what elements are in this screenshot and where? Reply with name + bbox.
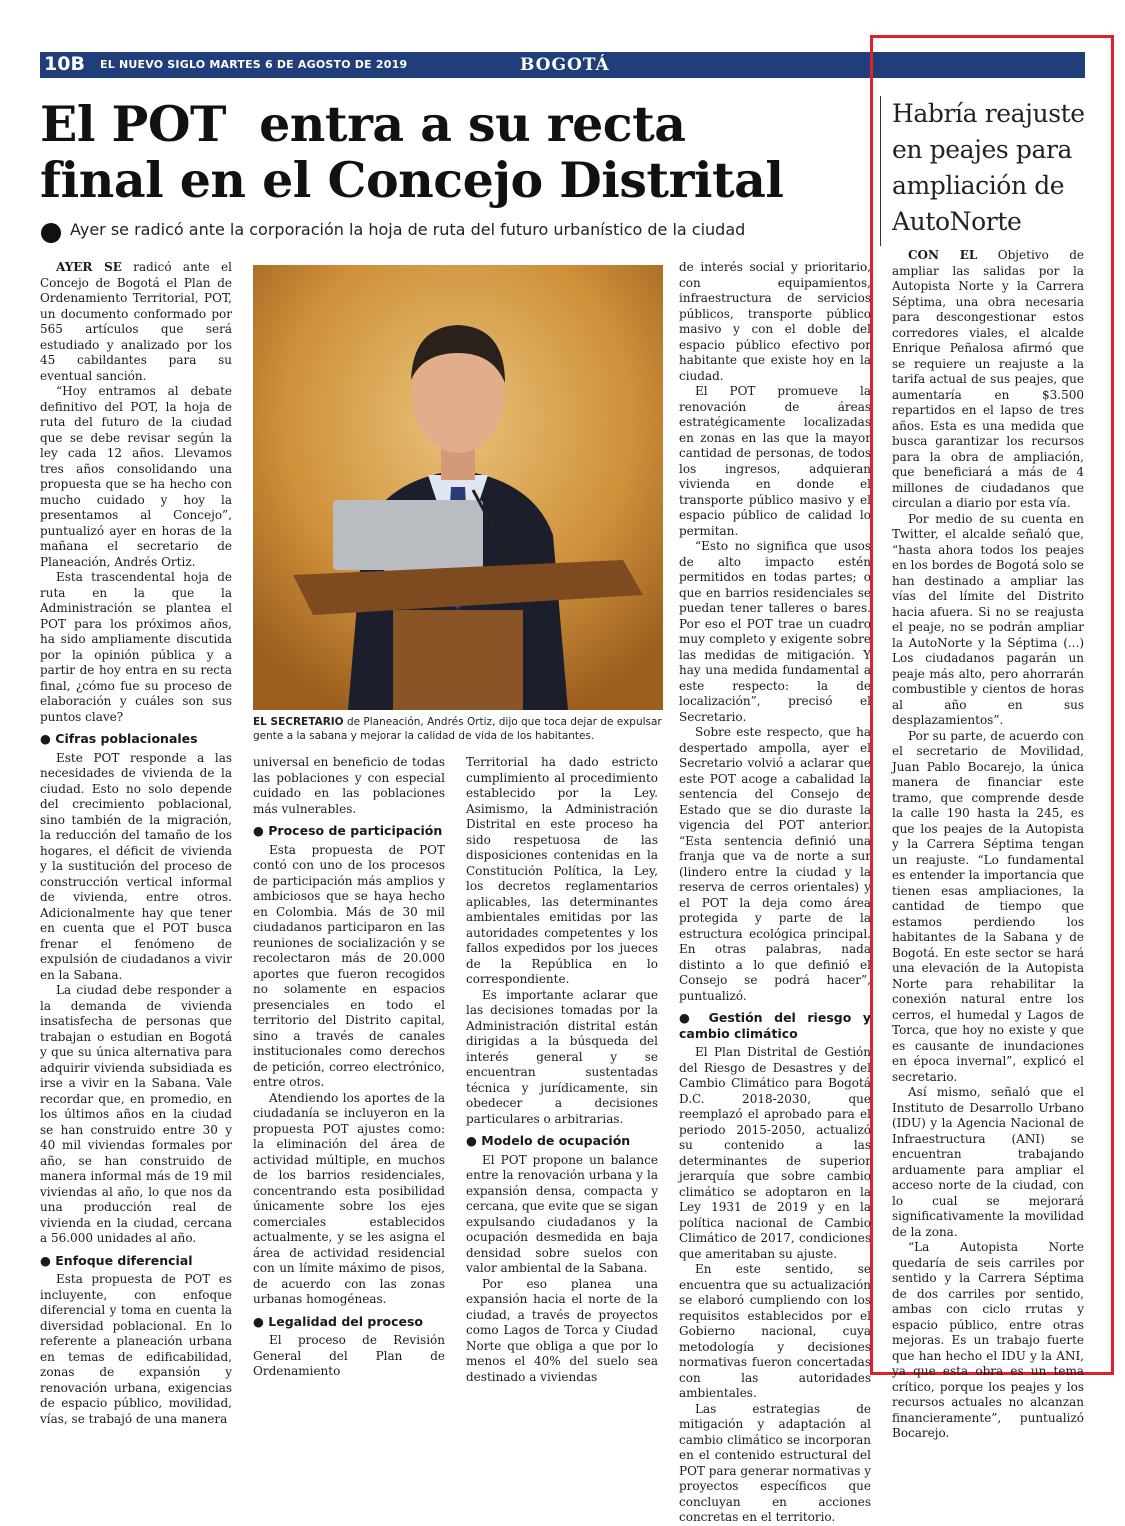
paragraph: Sobre este respecto, que ha despertado ampolla, ayer el Secretario volvió a aclarar que este POT acoge a cabalidad la sentencia del Consejo de Estado que se dio duraste la vigencia del POT anterior. “Esta sentencia definió una franja que va de norte a sur (lindero entre la ciudad y la reserva de cerros orientales) y el POT la deja como área protegida y parte de la estructura ecológica principal. En otras palabras, nada distinto a lo que definió el Consejo se podrá hacer”, puntualizó. [679,725,871,1003]
paragraph: El POT promueve la renovación de áreas estratégicamente localizadas en zonas en las que la mayor cantidad de personas, de todos los ingresos, adquieran vivienda en donde el transporte público masivo y el espacio público de calidad lo permitan. [679,384,871,538]
paragraph: Por eso planea una expansión hacia el norte de la ciudad, a través de proyectos como Lagos de Torca y Ciudad Norte que obliga a que por lo menos el 40% del suelo sea destinado a viviendas [466,1276,658,1384]
paragraph [40,260,232,384]
article-column-3 [466,755,658,1385]
paragraph: “Esto no significa que usos de alto impacto estén permitidos en todas partes; o que en barrios residenciales se puedan tener talleres o bares. Por eso el POT trae un cuadro muy completo y exigente sobre las medidas de mitigación. Y hay una medida fundamental a este respecto: la de localización”, precisó el Secretario. [679,539,871,724]
article-column-4 [679,260,871,1526]
paragraph-text: Objetivo de ampliar las salidas por la Autopista Norte y la Carrera Séptima, una obra necesaria para descongestionar estos corredores viales, el alcalde Enrique Peñalosa afirmó que se requiere un reajuste a la tarifa actual de sus peajes, que aumentaría en $3.500 repartidos en el lapso de tres años. Esta es una medida que busca garantizar los recursos para la obra de ampliación, que beneficiará a más de 4 millones de ciudadanos que circulan a diario por esta vía. [892,248,1085,510]
sidebar-title: Habría reajuste en peajes para ampliación de AutoNorte [892,99,1085,236]
headline-line-1: El POT entra a su recta [40,95,686,153]
article-column-2 [253,755,445,1380]
paragraph: Esta propuesta de POT es incluyente, con enfoque diferencial y toma en cuenta la diversidad poblacional. En lo referente a planeación urbana en temas de edificabilidad, zonas de expansión y renovación urbana, exigencias de espacio público, movilidad, vías, se trabajó de una manera [40,1272,232,1426]
paragraph: Atendiendo los aportes de la ciudadanía se incluyeron en la propuesta POT ajustes como: la eliminación del área de actividad múltiple, en muchos de los barrios residenciales, concentrando esta posibilidad únicamente sobre los ejes comerciales establecidos actualmente, y se les asigna el área de actividad residencial con un límite máximo de pisos, de acuerdo con las zonas urbanas homogéneas. [253,1090,445,1306]
article-column-1 [40,260,232,1427]
bullet-icon [41,223,61,243]
paragraph: Las estrategias de mitigación y adaptación al cambio climático se incorporan en el contenido estructural del POT para generar normativas y proyectos específicos que concluyan en acciones concretas en el territorio. [679,1401,871,1524]
paragraph: “La Autopista Norte quedaría de seis carriles por sentido y la Carrera Séptima de dos carriles por sentido, ambas con ciclo rrutas y espacio público, entre otras mejoras. Es un trabajo fuerte que han hecho el IDU y la ANI, ya que esta obra es un tema crítico, porque los peajes y los recursos actuales no alcanzan financieramente”, puntualizó Bocarejo. [892,1240,1084,1440]
paragraph: En este sentido, se encuentra que su actualización se elaboró cumpliendo con los requisitos establecidos por el Gobierno nacional, cuya metodología y decisiones normativas fueron concertadas con las autoridades ambientales. [679,1262,871,1400]
paragraph: El Plan Distrital de Gestión del Riesgo de Desastres y del Cambio Climático para Bogotá D.C. 2018-2030, que reemplazó el aprobado para el periodo 2015-2050, actualizó su contenido a las determinantes de superior jerarquía que sobre cambio climático se adoptaron en la Ley 1931 de 2019 y en la política nacional de Cambio Climático de 2017, condiciones que ameritaban su ajuste. [679,1045,871,1261]
section-heading: ● Proceso de participación [253,823,443,838]
section-heading: ● Cifras poblacionales [40,731,198,746]
paragraph: “Hoy entramos al debate definitivo del POT, la hoja de ruta del futuro de la ciudad que se debe revisar según la ley cada 12 años. Llevamos tres años consolidando una propuesta que se ha hecho con mucho cuidado y hoy la presentamos al Concejo”, puntualizó ayer en horas de la mañana el secretario de Planeación, Andrés Ortiz. [40,384,232,569]
paragraph: La ciudad debe responder a la demanda de vivienda insatisfecha de personas que trabajan o estudian en Bogotá y que su única alternativa para adquirir vivienda subsidiada es irse a vivir en la Sabana. Vale recordar que, en promedio, en los últimos años en la ciudad se han construido entre 30 y 40 mil viviendas formales por año, se han construido de manera informal más de 19 mil viviendas al año, lo que nos da una producción real de vivienda en la ciudad, cercana a 56.000 unidades al año. [40,983,232,1245]
paragraph: Por medio de su cuenta en Twitter, el alcalde señaló que, “hasta ahora todos los peajes en los bordes de Bogotá solo se han destinado a ampliar las vías del límite del Distrito hacia afuera. Si no se reajusta el peaje, no se podrán ampliar la AutoNorte y la Séptima (...) Los ciudadanos pagarán un peaje más alto, pero ahorrarán combustible y cientos de horas al año en sus desplazamientos”. [892,511,1084,727]
paragraph: de interés social y prioritario, con equipamientos, infraestructura de servicios públicos, transporte público masivo y con el doble del espacio público efectivo por habitante que existe hoy en la ciudad. [679,260,871,383]
lead-in: AYER SE [56,260,122,274]
section-heading: ● Legalidad del proceso [253,1313,424,1329]
paragraph: Esta trascendental hoja de ruta en la que la Administración se plantea el POT para los próximos años, ha sido ampliamente discutida por la opinión pública y a partir de hoy entra en su recta final, ¿cómo fue su proceso de elaboración y cuáles son sus puntos clave? [40,570,232,724]
paragraph-text: radicó ante el Concejo de Bogotá el Plan de Ordenamiento Territorial, POT, un documento conformado por 565 artículos que será estudiado y analizado por los 45 cabildantes para su eventual sanción. [40,260,232,383]
section-heading: ● Enfoque diferencial [40,1252,193,1268]
paragraph: Esta propuesta de POT contó con uno de los procesos de participación más amplios y ambiciosos que se haya hecho en Colombia. Más de 30 mil ciudadanos participaron en las reuniones de socialización y se recolectaron más de 20.000 aportes que fueron recogidos no solamente en espacios presenciales en todo el territorio del Distrito capital, sino a través de canales institucionales como derechos de petición, correo electrónico, entre otros. [253,842,445,1089]
sidebar-rule [880,96,881,246]
paragraph [892,248,1084,512]
photo-caption [253,715,663,743]
photo-secretary [253,265,663,710]
paragraph: El POT propone un balance entre la renovación urbana y la expansión densa, compacta y cercana, que evite que se sigan expulsando ciudadanos y la ocupación desmedida en baja densidad sobre suelos con valor ambiental de la Sabana. [466,1152,658,1275]
headline-line-2: final en el Concejo Distrital [40,151,784,209]
speaker-photo-illustration [253,265,663,710]
section-title: BOGOTÁ [520,55,610,75]
section-heading: ● Gestión del riesgo y cambio climático [679,1010,871,1041]
paragraph: El proceso de Revisión General del Plan de Ordenamiento [253,1333,445,1378]
paragraph: Es importante aclarar que las decisiones tomadas por la Administración distrital están dirigidas a la búsqueda del interés general y se encuentran sustentadas técnica y jurídicamente, sin obedecer a decisiones particulares o arbitrarias. [466,987,658,1126]
sidebar-article [892,248,1084,1442]
page-number: 10B [44,53,85,75]
caption-lead: EL SECRETARIO [253,716,344,728]
masthead: EL NUEVO SIGLO MARTES 6 DE AGOSTO DE 2019 [100,58,408,71]
paragraph: Este POT responde a las necesidades de vivienda de la ciudad. Esto no solo depende del crecimiento poblacional, sino también de la migración, la reducción del tamaño de los hogares, el déficit de vivienda y la sustitución del proceso de construcción vertical informal de vivienda, entre otros. Adicionalmente hay que tener en cuenta que el POT busca frenar el fenómeno de expulsión de ciudadanos a vivir en la Sabana. [40,750,232,982]
paragraph: universal en beneficio de todas las poblaciones y con especial cuidado en las poblaciones más vulnerables. [253,755,445,816]
paragraph: Por su parte, de acuerdo con el secretario de Movilidad, Juan Pablo Bocarejo, la única manera de financiar este tramo, que comprende desde la calle 190 hasta la 245, es que los peajes de la Autopista y la Carrera Séptima tengan un reajuste. “Lo fundamental es entender la importancia que tienen esas ampliaciones, la cantidad de tiempo que estamos perdiendo los habitantes de la Sabana y de Bogotá. En este sector se hará una elevación de la Autopista Norte para rehabilitar la conexión natural entre los cerros, el humedal y Lagos de Torca, que hoy no existe y que es causante de inundaciones en época invernal”, explicó el secretario. [892,728,1084,1084]
caption-text: de Planeación, Andrés Ortiz, dijo que toca dejar de expulsar gente a la sabana y mejorar la calidad de vida de los habitantes. [253,716,662,742]
paragraph: Así mismo, señaló que el Instituto de Desarrollo Urbano (IDU) y la Agencia Nacional de Infraestructura (ANI) se encuentran trabajando arduamente para ampliar el acceso norte de la ciudad, con lo cual se mejorará significativamente la movilidad de la zona. [892,1085,1084,1239]
subheadline: Ayer se radicó ante la corporación la hoja de ruta del futuro urbanístico de la ciudad [70,220,746,239]
section-heading: ● Modelo de ocupación [466,1133,631,1148]
lead-in: CON EL [908,248,978,262]
headline [40,96,860,208]
paragraph: Territorial ha dado estricto cumplimiento al procedimiento establecido por la Ley. Asimismo, la Administración Distrital en este proceso ha sido respetuosa de las disposiciones contenidas en la Constitución Política, la Ley, los decretos reglamentarios aplicables, las determinantes ambientales emitidas por las autoridades competentes y los fallos expedidos por los jueces de la República en lo correspondiente. [466,755,658,986]
